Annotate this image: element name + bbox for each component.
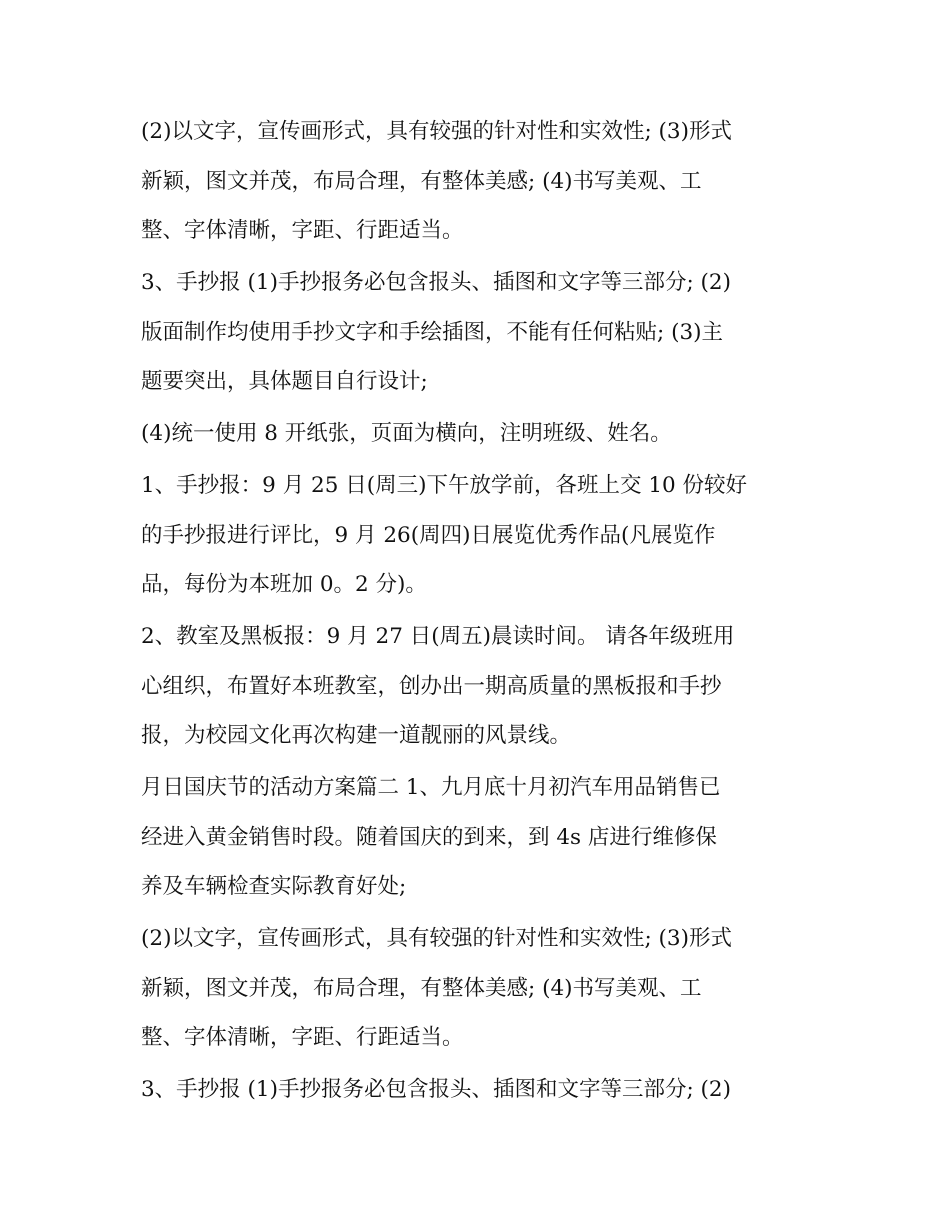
text-line: (2)以文字，宣传画形式，具有较强的针对性和实效性; (3)形式 bbox=[141, 926, 732, 951]
paragraph bbox=[141, 914, 809, 1063]
text-line: 1、手抄报：9 月 25 日(周三)下午放学前，各班上交 10 份较好 bbox=[141, 472, 748, 498]
paragraph bbox=[141, 612, 809, 761]
text-line: 版面制作均使用手抄文字和手绘插图，不能有任何粘贴; (3)主 bbox=[141, 319, 724, 345]
text-line: (4)统一使用 8 开纸张，页面为横向，注明班级、姓名。 bbox=[141, 421, 672, 447]
paragraph bbox=[141, 763, 809, 912]
paragraph bbox=[141, 107, 809, 256]
text-line: (2)以文字，宣传画形式，具有较强的针对性和实效性; (3)形式 bbox=[141, 119, 732, 144]
paragraph bbox=[141, 409, 809, 459]
text-line: 养及车辆检查实际教育好处; bbox=[141, 874, 407, 900]
text-line: 心组织，布置好本班教室，创办出一期高质量的黑板报和手抄 bbox=[141, 673, 722, 699]
text-line: 经进入黄金销售时段。随着国庆的到来，到 4s 店进行维修保 bbox=[141, 824, 717, 850]
text-line: 2、教室及黑板报：9 月 27 日(周五)晨读时间。 请各年级班用 bbox=[141, 623, 735, 649]
text-line: 报，为校园文化再次构建一道靓丽的风景线。 bbox=[141, 723, 572, 749]
text-line: 3、手抄报 (1)手抄报务必包含报头、插图和文字等三部分; (2) bbox=[141, 270, 732, 296]
paragraph bbox=[141, 1065, 809, 1115]
text-line: 品，每份为本班加 0。2 分)。 bbox=[141, 572, 427, 598]
text-line: 的手抄报进行评比，9 月 26(周四)日展览优秀作品(凡展览作 bbox=[141, 522, 716, 548]
text-line: 整、字体清晰，字距、行距适当。 bbox=[141, 1025, 464, 1051]
paragraph bbox=[141, 461, 809, 610]
text-line: 新颖，图文并茂，布局合理，有整体美感; (4)书写美观、工 bbox=[141, 168, 702, 194]
text-line: 整、字体清晰，字距、行距适当。 bbox=[141, 218, 464, 244]
text-line: 题要突出，具体题目自行设计; bbox=[141, 369, 428, 395]
paragraph bbox=[141, 258, 809, 407]
text-line: 月日国庆节的活动方案篇二 1、九月底十月初汽车用品销售已 bbox=[141, 774, 721, 800]
text-line: 新颖，图文并茂，布局合理，有整体美感; (4)书写美观、工 bbox=[141, 975, 702, 1001]
document-body bbox=[141, 107, 809, 1117]
text-line: 3、手抄报 (1)手抄报务必包含报头、插图和文字等三部分; (2) bbox=[141, 1077, 732, 1103]
